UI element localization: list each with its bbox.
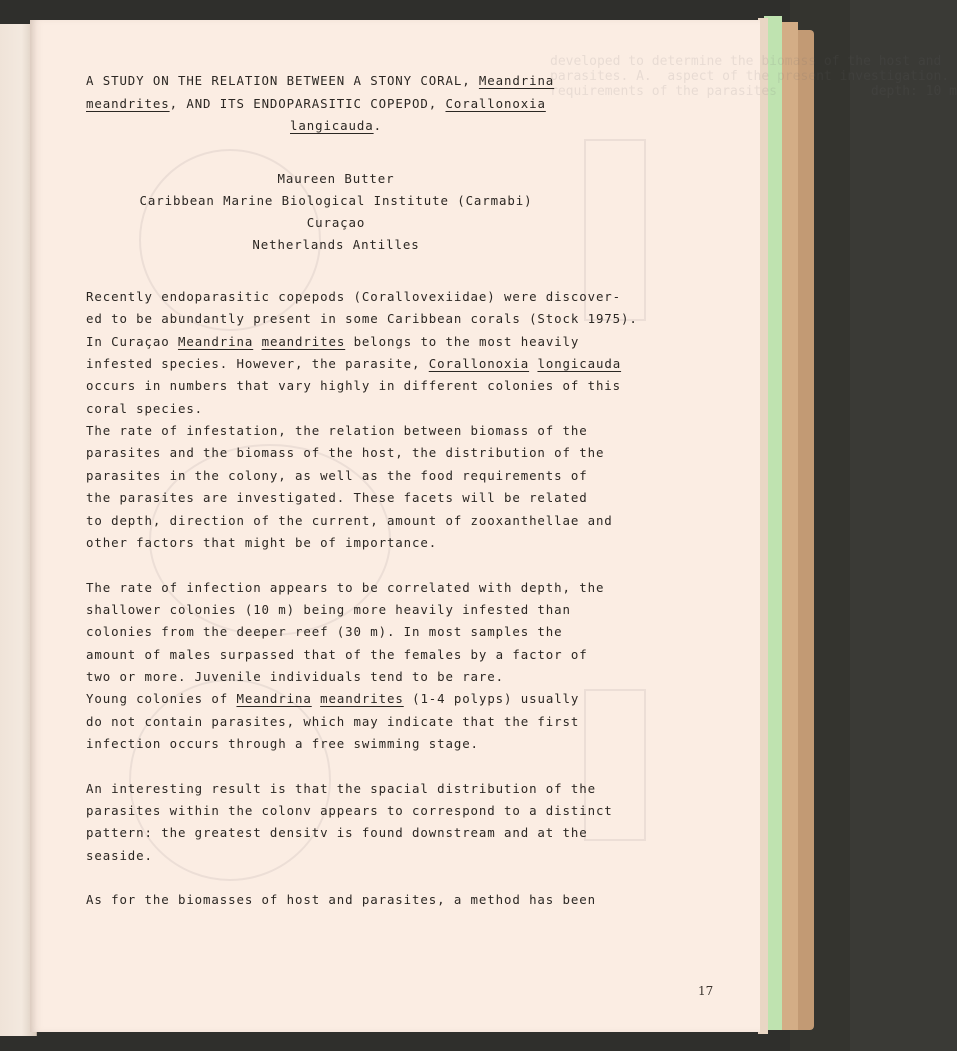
text-run: An interesting result is that the spacial distribution of the bbox=[86, 780, 596, 796]
body-line bbox=[86, 420, 588, 442]
underlined-term: Meandrina bbox=[236, 691, 312, 707]
text-run: amount of males surpassed that of the females by a factor of bbox=[86, 646, 588, 662]
body-line bbox=[86, 331, 579, 353]
text-run: ed to be abundantly present in some Caribbean corals (Stock 1975). bbox=[86, 311, 638, 327]
body-line bbox=[86, 800, 613, 822]
text-run: belongs to the most heavily bbox=[345, 333, 580, 349]
body-line bbox=[86, 308, 638, 330]
page-edge-stack bbox=[796, 30, 814, 1030]
title-line bbox=[86, 93, 546, 115]
underlined-term: meandrites bbox=[86, 95, 170, 111]
text-run: infection occurs through a free swimming stage. bbox=[86, 736, 479, 751]
underlined-term: Meandrina bbox=[478, 73, 555, 88]
body-line bbox=[86, 845, 153, 867]
title-line bbox=[86, 115, 586, 137]
underlined-term: meandrites bbox=[261, 333, 346, 349]
page-number: 17 bbox=[698, 984, 714, 998]
bleed-through: developed to determine the biomass of the host and parasites. A. aspect of the present investigation. requirements of the parasites depth: 10 m bbox=[550, 54, 957, 99]
text-run: colonies from the deeper reef (30 m). In most samples the bbox=[86, 624, 563, 640]
text-run: parasites and the biomass of the host, the distribution of the bbox=[86, 445, 605, 461]
text-run: . bbox=[373, 118, 382, 133]
text-run: two or more. Juvenile individuals tend to be rare. bbox=[86, 668, 504, 684]
body-line bbox=[86, 398, 203, 420]
text-run: seaside. bbox=[86, 847, 153, 863]
text-run: In Curaçao bbox=[86, 333, 178, 349]
body-line bbox=[86, 375, 621, 397]
body-line bbox=[86, 822, 588, 844]
text-run: pattern: the greatest densitv is found downstream and at the bbox=[86, 825, 588, 841]
text-run: Young colonies of bbox=[86, 691, 237, 707]
body-line bbox=[86, 577, 604, 599]
body-line bbox=[86, 442, 604, 464]
body-line bbox=[86, 353, 621, 375]
body-line bbox=[86, 778, 596, 800]
text-run: parasites in the colony, as well as the food requirements of bbox=[86, 467, 588, 483]
text-run: (1-4 polyps) usually bbox=[403, 691, 580, 707]
body-line bbox=[86, 532, 437, 554]
text-run: shallower colonies (10 m) being more heavily infested than bbox=[86, 601, 571, 617]
body-line bbox=[86, 465, 588, 487]
body-line bbox=[86, 644, 588, 666]
text-run bbox=[253, 334, 261, 349]
affiliation-line: Caribbean Marine Biological Institute (Carmabi) bbox=[139, 193, 533, 208]
body-line bbox=[86, 510, 613, 532]
underlined-term: meandrites bbox=[320, 691, 404, 707]
text-run: to depth, direction of the current, amount of zooxanthellae and bbox=[86, 512, 613, 528]
author-name: Maureen Butter bbox=[277, 171, 395, 186]
text-run: Recently endoparasitic copepods (Corallovexiidae) were discover- bbox=[86, 289, 622, 304]
text-run: , AND ITS ENDOPARASITIC COPEPOD, bbox=[169, 95, 446, 111]
text-run: coral species. bbox=[86, 400, 204, 416]
body-line bbox=[86, 889, 596, 911]
text-run: do not contain parasites, which may indicate that the first bbox=[86, 713, 580, 729]
body-line bbox=[86, 711, 579, 733]
text-run: A STUDY ON THE RELATION BETWEEN A STONY CORAL, bbox=[86, 73, 479, 88]
text-run: parasites within the colonv appears to correspond to a distinct bbox=[86, 803, 613, 819]
body-line bbox=[86, 286, 621, 308]
text-run: infested species. However, the parasite, bbox=[86, 356, 429, 372]
text-run: other factors that might be of importance. bbox=[86, 534, 438, 550]
text-run: As for the biomasses of host and parasites, a method has been bbox=[86, 892, 596, 908]
text-run: The rate of infection appears to be correlated with depth, the bbox=[86, 579, 605, 595]
affiliation-line: Curaçao bbox=[306, 215, 366, 230]
text-run: the parasites are investigated. These facets will be related bbox=[86, 490, 588, 506]
title-line bbox=[86, 70, 554, 92]
text-run: occurs in numbers that vary highly in different colonies of this bbox=[86, 378, 622, 394]
body-line bbox=[86, 688, 579, 710]
underlined-term: Corallonoxia bbox=[428, 356, 530, 372]
affiliation-line: Netherlands Antilles bbox=[252, 237, 420, 252]
text-run bbox=[312, 691, 320, 706]
body-line bbox=[86, 621, 563, 643]
body-line bbox=[86, 487, 588, 509]
body-line bbox=[86, 666, 504, 688]
underlined-term: Meandrina bbox=[177, 333, 254, 349]
body-line bbox=[86, 733, 479, 755]
body-line bbox=[86, 599, 571, 621]
underlined-term: Corallonoxia bbox=[445, 95, 546, 111]
text-run: The rate of infestation, the relation between biomass of the bbox=[86, 423, 588, 439]
underlined-term: longicauda bbox=[537, 356, 622, 372]
underlined-term: langicauda bbox=[290, 118, 374, 133]
